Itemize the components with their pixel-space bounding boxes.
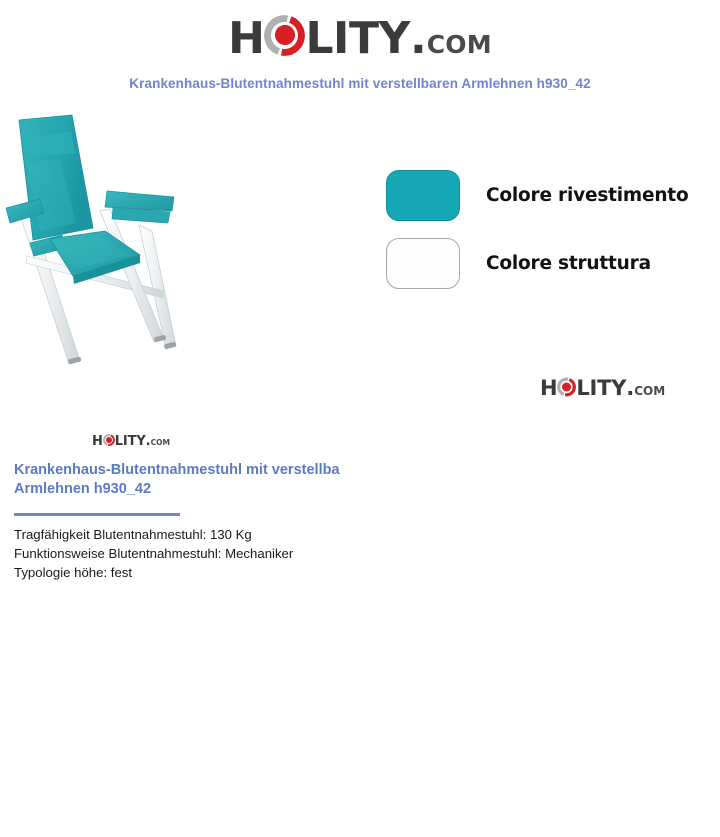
logo-text-com: COM	[634, 384, 666, 398]
product-image[interactable]	[0, 103, 258, 393]
product-details	[0, 461, 720, 582]
frame-color-swatch[interactable]	[386, 238, 460, 289]
upholstery-color-swatch[interactable]	[386, 170, 460, 221]
logo-text-h: H	[92, 434, 103, 449]
upholstery-color-label: Colore rivestimento	[486, 184, 689, 206]
details-heading-line-2: Armlehnen h930_42	[14, 480, 152, 497]
spec-item: Typologie höhe: fest	[14, 564, 133, 580]
details-heading-line-1: Krankenhaus-Blutentnahmestuhl mit verstellba	[14, 462, 340, 478]
page-header	[0, 0, 720, 72]
frame-color-label: Colore struttura	[486, 252, 651, 274]
page-title: Krankenhaus-Blutentnahmestuhl mit verstellbaren Armlehnen h930_42	[129, 76, 591, 91]
color-option-row[interactable]	[386, 161, 688, 229]
spec-item: Funktionsweise Blutentnahmestuhl: Mechaniker	[14, 545, 294, 561]
logo-text-lity: LITY	[114, 434, 146, 449]
logo-text-lity: LITY	[576, 376, 627, 400]
product-showcase	[0, 101, 720, 461]
photo-watermark-logo	[92, 433, 170, 448]
holity-split-circle-logo-icon	[264, 15, 305, 56]
holity-split-circle-logo-icon	[103, 434, 115, 446]
brand-watermark-logo	[540, 376, 665, 399]
logo-text-lity: LITY	[305, 12, 410, 64]
specification-list	[14, 526, 720, 582]
spec-item: Tragfähigkeit Blutentnahmestuhl: 130 Kg	[14, 527, 252, 543]
logo-text-h: H	[228, 12, 265, 64]
color-options-panel	[386, 161, 688, 297]
logo-text-dot: .	[626, 376, 635, 400]
logo-text-h: H	[540, 376, 558, 400]
logo-text-dot: .	[409, 12, 427, 64]
color-option-row[interactable]	[386, 229, 688, 297]
product-details-heading	[14, 461, 404, 498]
logo-text-com: COM	[150, 438, 170, 447]
holity-split-circle-logo-icon	[557, 378, 576, 397]
details-divider	[14, 513, 180, 516]
holity-logo[interactable]	[228, 12, 492, 64]
logo-text-com: COM	[426, 29, 492, 59]
logo-text-dot: .	[145, 434, 151, 449]
